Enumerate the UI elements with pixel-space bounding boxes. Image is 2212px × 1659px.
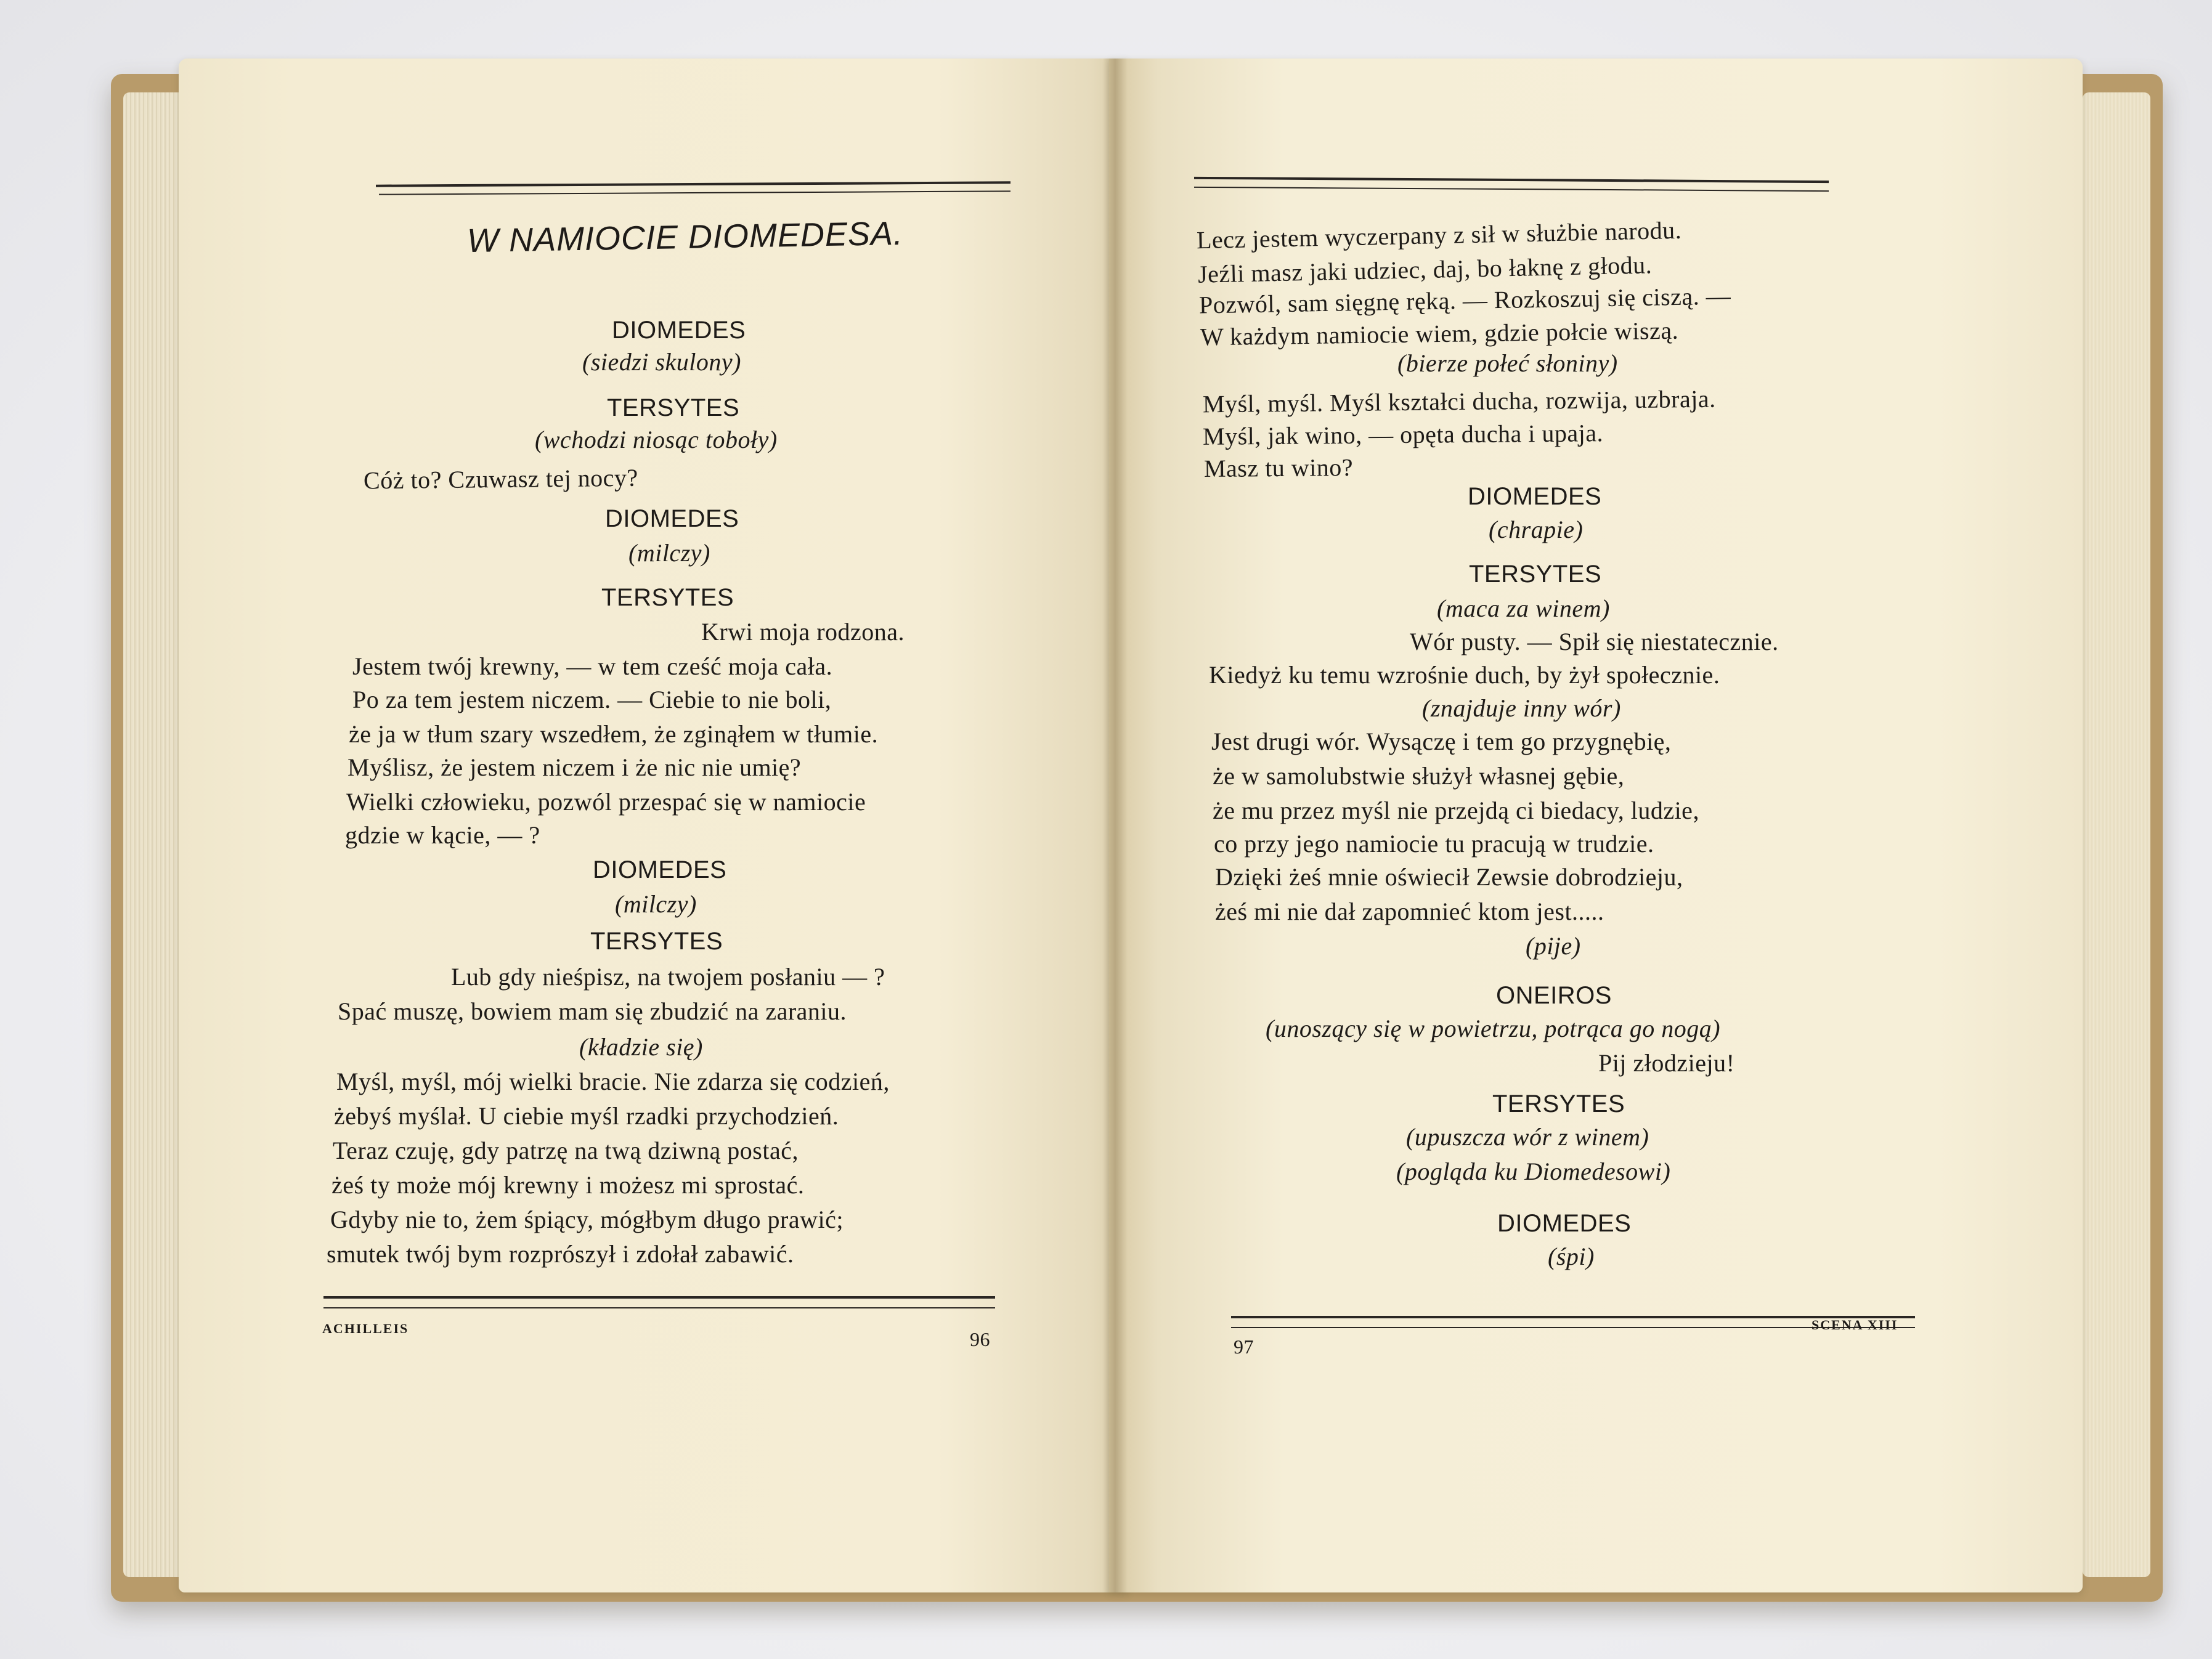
speaker-name: ONEIROS xyxy=(1496,982,1612,1009)
stage-direction: (pogląda ku Diomedesowi) xyxy=(1396,1158,1671,1185)
verse-line: Krwi moja rodzona. xyxy=(701,618,905,646)
speaker-name: TERSYTES xyxy=(590,928,723,955)
verse-line: Myśl, jak wino, — opęta ducha i upaja. xyxy=(1202,419,1604,450)
stage-direction: (pije) xyxy=(1526,932,1581,960)
speaker-name: TERSYTES xyxy=(1492,1090,1625,1117)
stage-direction: (milczy) xyxy=(628,539,710,567)
verse-line: że w samolubstwie służył własnej gębie, xyxy=(1213,762,1625,790)
verse-line: Po za tem jestem niczem. — Ciebie to nie boli, xyxy=(352,686,832,713)
page-number: 97 xyxy=(1234,1336,1254,1358)
verse-line: gdzie w kącie, — ? xyxy=(345,821,540,849)
stage-direction: (śpi) xyxy=(1548,1243,1595,1270)
speaker-name: DIOMEDES xyxy=(612,317,746,344)
verse-line: Dzięki żeś mnie oświecił Zewsie dobrodzieju, xyxy=(1215,863,1683,891)
verse-line: Lub gdy nieśpisz, na twojem posłaniu — ? xyxy=(451,963,885,991)
book-gutter xyxy=(1103,59,1128,1592)
left-footer-rule xyxy=(323,1296,995,1299)
verse-line: Masz tu wino? xyxy=(1203,453,1354,483)
verse-line: że mu przez myśl nie przejdą ci biedacy, ludzie, xyxy=(1213,797,1699,824)
speaker-name: TERSYTES xyxy=(1469,561,1602,588)
verse-line: żebyś myślał. U ciebie myśl rzadki przychodzień. xyxy=(334,1102,839,1130)
page-title: W NAMIOCIE DIOMEDESA. xyxy=(466,214,904,260)
verse-line: Kiedyż ku temu wzrośnie duch, by żył społecznie. xyxy=(1209,661,1720,689)
verse-line: Myśl, myśl, mój wielki bracie. Nie zdarza się codzień, xyxy=(336,1068,890,1095)
verse-line: co przy jego namiocie tu pracują w trudzie. xyxy=(1214,830,1654,858)
verse-line: Pozwól, sam sięgnę ręką. — Rozkoszuj się ciszą. — xyxy=(1198,282,1731,319)
verse-line: Jeźli masz jaki udziec, daj, bo łaknę z głodu. xyxy=(1197,251,1653,288)
stage-direction: (unoszący się w powietrzu, potrąca go nogą) xyxy=(1266,1015,1721,1042)
verse-line: żeś mi nie dał zapomnieć ktom jest..... xyxy=(1215,898,1604,925)
verse-line: Spać muszę, bowiem mam się zbudzić na zaraniu. xyxy=(338,997,847,1025)
left-footer-rule-thin xyxy=(323,1307,995,1308)
verse-line: że ja w tłum szary wszedłem, że zginąłem w tłumie. xyxy=(349,720,879,748)
page-number: 96 xyxy=(970,1328,990,1350)
verse-line: Cóż to? Czuwasz tej nocy? xyxy=(363,463,638,495)
speaker-name: TERSYTES xyxy=(601,584,734,611)
stage-direction: (kładzie się) xyxy=(579,1033,703,1061)
verse-line: Teraz czuję, gdy patrzę na twą dziwną postać, xyxy=(333,1137,799,1164)
footer-title: SCENA XIII xyxy=(1811,1317,1898,1332)
verse-line: Wór pusty. — Spił się niestatecznie. xyxy=(1410,628,1779,655)
stage-direction: (bierze połeć słoniny) xyxy=(1397,349,1618,377)
speaker-name: DIOMEDES xyxy=(605,505,739,532)
verse-line: W każdym namiocie wiem, gdzie połcie wiszą. xyxy=(1200,316,1679,351)
verse-line: Pij złodzieju! xyxy=(1598,1049,1735,1077)
stage-direction: (maca za winem) xyxy=(1437,594,1610,622)
left-page xyxy=(179,59,1128,1592)
verse-line: Jest drugi wór. Wysączę i tem go przygnębię, xyxy=(1211,728,1672,755)
verse-line: Wielki człowieku, pozwól przespać się w namiocie xyxy=(346,788,866,816)
speaker-name: DIOMEDES xyxy=(593,856,727,883)
stage-direction: (wchodzi niosąc toboły) xyxy=(535,426,778,453)
page-edges-right xyxy=(2083,92,2150,1577)
verse-line: Lecz jestem wyczerpany z sił w służbie narodu. xyxy=(1196,216,1682,254)
verse-line: Jestem twój krewny, — w tem cześć moja cała. xyxy=(352,652,833,680)
verse-line: Gdyby nie to, żem śpiący, mógłbym długo prawić; xyxy=(330,1206,844,1233)
speaker-name: DIOMEDES xyxy=(1497,1210,1632,1237)
footer-title: ACHILLEIS xyxy=(322,1321,409,1336)
verse-line: żeś ty może mój krewny i możesz mi sprostać. xyxy=(331,1171,805,1199)
stage-direction: (upuszcza wór z winem) xyxy=(1406,1123,1649,1151)
stage-direction: (milczy) xyxy=(615,890,697,918)
verse-line: smutek twój bym rozprószył i zdołał zabawić. xyxy=(327,1240,794,1268)
speaker-name: TERSYTES xyxy=(607,394,740,421)
verse-line: Myśl, myśl. Myśl kształci ducha, rozwija, uzbraja. xyxy=(1202,384,1716,418)
verse-line: Myślisz, że jestem niczem i że nic nie umię? xyxy=(348,753,802,781)
stage-direction: (chrapie) xyxy=(1489,516,1584,543)
speaker-name: DIOMEDES xyxy=(1468,483,1602,510)
stage-direction: (siedzi skulony) xyxy=(582,348,741,376)
stage-direction: (znajduje inny wór) xyxy=(1422,694,1621,722)
